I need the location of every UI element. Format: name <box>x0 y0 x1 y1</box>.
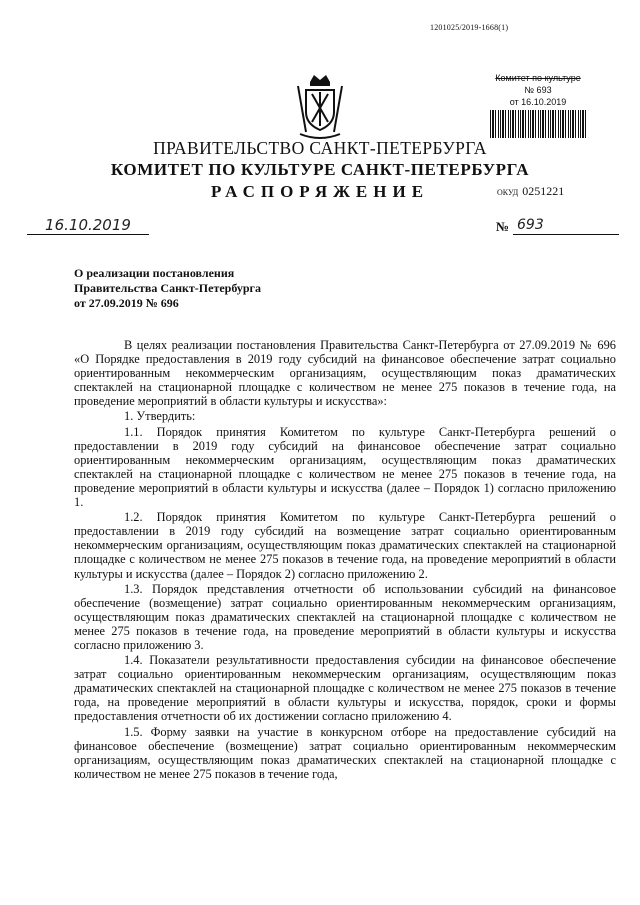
okud-code <box>497 184 564 199</box>
clause-1-4: 1.4. Показатели результативности предоставления субсидии на финансовое обеспечение затрат социально ориентированным некоммерческим организациям, осуществляющим показ драматических спектаклей на стационарной площадке с количеством не менее 275 показов в течение года, на проведение мероприятий в области культуры и искусства, порядок, сроки и формы предоставления отчетности об их достижении согласно приложению 4. <box>74 653 616 724</box>
clause-1-1: 1.1. Порядок принятия Комитетом по культуре Санкт-Петербурга решений о предоставлении в 2019 году субсидий на финансовое обеспечение затрат социально ориентированным некоммерческим организациям, осуществляющим показ драматических спектаклей на стационарной площадке с количеством не менее 275 показов в течение года, на проведение мероприятий в области культуры и искусства (далее – Порядок 1) согласно приложению 1. <box>74 424 616 510</box>
clause-1-2: 1.2. Порядок принятия Комитетом по культуре Санкт-Петербурга решений о предоставлении в 2019 году субсидий на возмещение затрат социально ориентированным некоммерческим организациям, осуществляющим показ драматических спектаклей на стационарной площадке с количеством не менее 275 показов в течение года, на проведение мероприятий в области культуры и искусства (далее – Порядок 2) согласно приложению 2. <box>74 510 616 581</box>
stamp-organization: Комитет по культуре <box>495 73 581 83</box>
stamp-number: № 693 <box>524 85 552 95</box>
okud-label: ОКУД <box>497 188 519 197</box>
subject-line: Правительства Санкт-Петербурга <box>74 281 262 295</box>
document-body <box>74 338 616 782</box>
okud-value: 0251221 <box>522 184 565 198</box>
clause-1-3: 1.3. Порядок представления отчетности об использовании субсидий на финансовое обеспечение (возмещение) затрат социально ориентированным некоммерческим организациям, осуществляющим показ драматических спектаклей на стационарной площадке с количеством не менее 275 показов в течение года, на проведение мероприятий в области культуры и искусства согласно приложению 3. <box>74 581 616 652</box>
preamble-paragraph: В целях реализации постановления Правительства Санкт-Петербурга от 27.09.2019 № 696 «О Порядке предоставления в 2019 году субсидий на финансовое обеспечение затрат социально ориентированным некоммерческим организациям, осуществляющим показ драматических спектаклей на стационарной площадке с количеством не менее 275 показов в течение года, на проведение мероприятий в области культуры и искусства»: <box>74 338 616 409</box>
subject-line: О реализации постановления <box>74 266 235 280</box>
subject-line: от 27.09.2019 № 696 <box>74 296 179 310</box>
stamp-date: от 16.10.2019 <box>509 97 567 107</box>
document-date: 16.10.2019 <box>27 216 149 235</box>
clause-1-5: 1.5. Форму заявки на участие в конкурсном отборе на предоставление субсидий на финансовое обеспечение (возмещение) затрат социально ориентированным некоммерческим организациям, осуществляющим показ драматических спектаклей на стационарной площадке с количеством не менее 275 показов в течение года, <box>74 724 616 781</box>
barcode-icon <box>490 110 586 138</box>
number-label: № <box>496 219 510 234</box>
committee-title: КОМИТЕТ ПО КУЛЬТУРЕ САНКТ-ПЕТЕРБУРГА <box>110 160 530 179</box>
document-registration-number: 1201025/2019-1668(1) <box>430 23 509 32</box>
document-number: 693 <box>513 216 619 235</box>
document-type: РАСПОРЯЖЕНИЕ <box>210 182 430 201</box>
registration-stamp <box>483 72 593 138</box>
coat-of-arms-icon <box>292 72 348 144</box>
government-title: ПРАВИТЕЛЬСТВО САНКТ-ПЕТЕРБУРГА <box>153 138 487 158</box>
document-subject <box>74 266 374 311</box>
approve-clause: 1. Утвердить: <box>124 409 196 424</box>
